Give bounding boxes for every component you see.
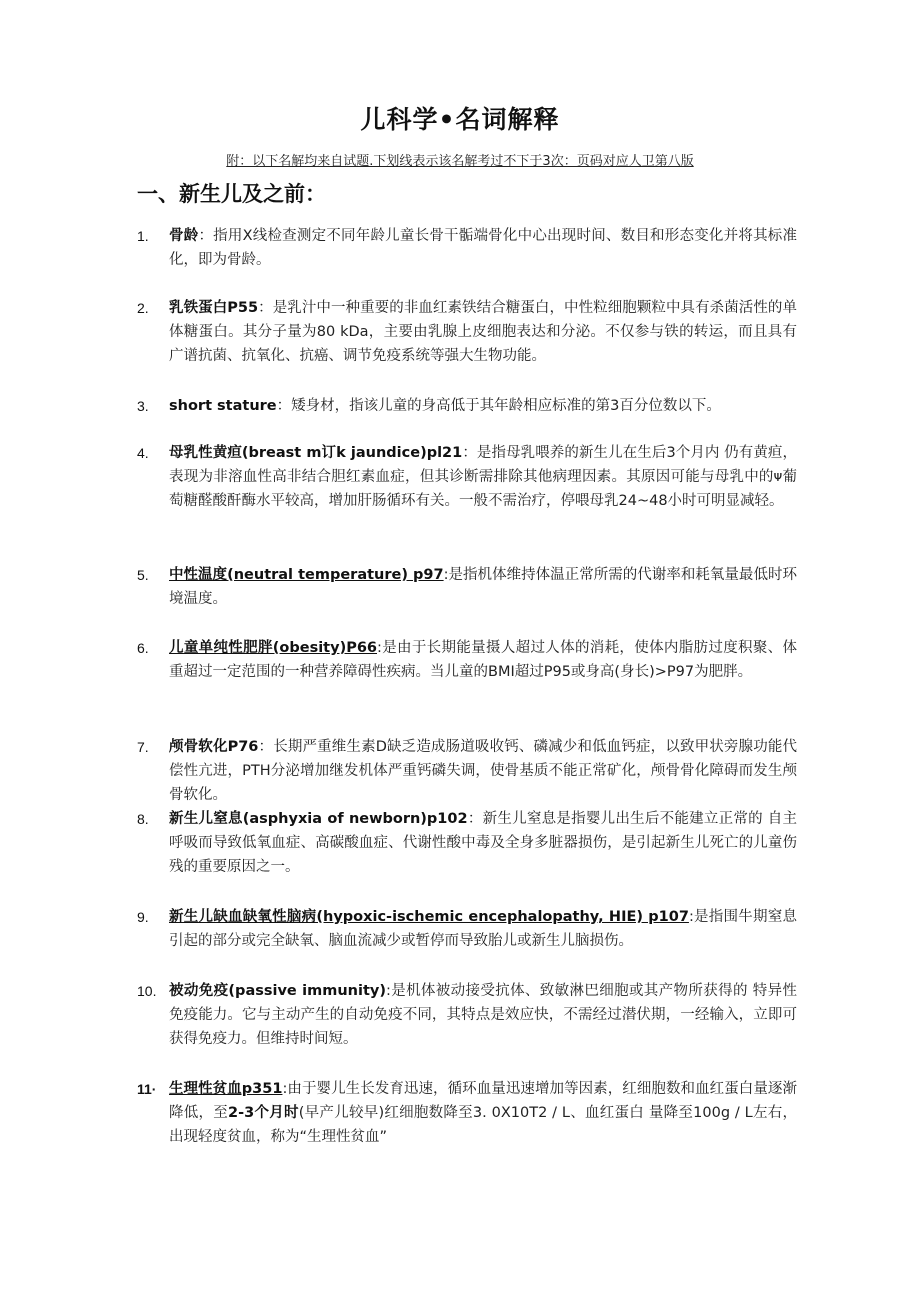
- item-emphasis: 2-3个月时: [228, 1105, 299, 1122]
- item-term: 被动免疫(passive immunity): [169, 983, 386, 999]
- subtitle-text: 附：以下名解均来自试题.下划线表示该名解考过不下于3次：页码对应人卫第八版: [226, 154, 694, 169]
- item-number: 3.: [137, 398, 149, 414]
- item-number: 7.: [137, 739, 149, 755]
- item-term: 新生儿窒息(asphyxia of newborn)p102: [169, 811, 468, 827]
- list-item: [137, 441, 797, 514]
- item-term: 骨龄: [169, 228, 199, 244]
- item-term: 生理性贫血p351: [169, 1081, 283, 1097]
- item-text: ：指用X线检查测定不同年龄儿童长骨干骺端骨化中心出现时间、数目和形态变化并将其标准化，即为骨龄。: [169, 228, 797, 269]
- item-term: short stature: [169, 398, 277, 414]
- page-subtitle: [0, 150, 920, 169]
- item-term: 中性温度(neutral temperature) p97: [169, 567, 444, 583]
- item-number: 9.: [137, 909, 149, 925]
- section-heading: 一、新生儿及之前：: [137, 182, 326, 206]
- item-number: 1.: [137, 228, 149, 244]
- item-text: ：是指母乳喂养的新生儿在生后3个月内 仍有黄疸，表现为非溶血性高非结合胆红素血症，但其诊断需排除其他病理因素。其原因可能与母乳中的ᴪ葡萄糖醛酸酐酶水平较高，增加肝肠循环有关。一般不需治疗，停喂母乳24~48小时可明显减轻。: [169, 445, 797, 510]
- item-term: 儿童单纯性肥胖(obesity)P66: [169, 640, 377, 656]
- list-item: [137, 905, 797, 953]
- list-item: [137, 735, 797, 808]
- item-number: 8.: [137, 811, 149, 827]
- list-item: [137, 224, 797, 272]
- item-number: 6.: [137, 640, 149, 656]
- list-item: [137, 1077, 797, 1150]
- item-text: ：是乳汁中一种重要的非血红素铁结合糖蛋白，中性粒细胞颗粒中具有杀菌活性的单体糖蛋白。其分子量为80 kDa，主要由乳腺上皮细胞表达和分泌。不仅参与铁的转运，而且具有广谱抗菌、抗氧化、抗癌、调节免疫系统等强大生物功能。: [169, 300, 798, 365]
- item-term: 母乳性黄疸(breast m订k jaundice)pl21: [169, 445, 463, 461]
- list-item: [137, 563, 797, 611]
- item-term: 乳铁蛋白P55: [169, 300, 259, 316]
- item-term: 新生儿缺血缺氧性脑病(hypoxic-ischemic encephalopathy, HIE) p107: [169, 909, 689, 925]
- item-text: :是指机体维持体温正常所需的代谢率和耗氧量最低时环境温度。: [169, 567, 797, 608]
- item-text: ：新生儿窒息是指婴儿出生后不能建立正常的 自主呼吸而导致低氧血症、高碳酸血症、代谢性酸中毒及全身多脏器损伤，是引起新生儿死亡的儿童伤残的重要原因之一。: [169, 811, 798, 876]
- item-text-continued: (早产儿较早)红细胞数降至3. 0X10T2 / L、血红蛋白 量降至100g / L左右，出现轻度贫血，称为“生理性贫血”: [169, 1105, 798, 1146]
- page-title: 儿科学•名词解释: [360, 105, 560, 134]
- item-text: :是机体被动接受抗体、致敏淋巴细胞或其产物所获得的 特异性免疫能力。它与主动产生的自动免疫不同，其特点是效应快，不需经过潜伏期，一经输入，立即可获得免疫力。但维持时间短。: [169, 983, 797, 1048]
- list-item: [137, 296, 797, 369]
- list-item: [137, 394, 797, 418]
- item-number: 4.: [137, 445, 149, 461]
- item-text: ：矮身材，指该儿童的身高低于其年龄相应标准的第3百分位数以下。: [276, 398, 721, 414]
- item-text: :由于婴儿生长发育迅速，循环血量迅速增加等因素，红细胞数和血红蛋白量逐渐降低，至: [169, 1081, 797, 1122]
- item-number: 10.: [137, 983, 157, 999]
- item-number: 11·: [137, 1081, 157, 1097]
- item-text: :是指围牛期窒息 引起的部分或完全缺氧、脑血流减少或暂停而导致胎儿或新生儿脑损伤。: [169, 909, 797, 950]
- list-item: [137, 979, 797, 1052]
- item-number: 5.: [137, 567, 149, 583]
- list-item: [137, 807, 797, 880]
- list-item: [137, 636, 797, 684]
- item-text: :是由于长期能量摄人超过人体的消耗，使体内脂肪过度积聚、体重超过一定范围的一种营养障碍性疾病。当儿童的BMI超过P95或身高(身长)>P97为肥胖。: [169, 640, 797, 681]
- item-number: 2.: [137, 300, 149, 316]
- item-text: ：长期严重维生素D缺乏造成肠道吸收钙、磷减少和低血钙症，以致甲状旁腺功能代偿性亢进，PTH分泌增加继发机体严重钙磷失调，使骨基质不能正常矿化，颅骨骨化障碍而发生颅骨软化。: [169, 739, 797, 804]
- item-term: 颅骨软化P76: [169, 739, 259, 755]
